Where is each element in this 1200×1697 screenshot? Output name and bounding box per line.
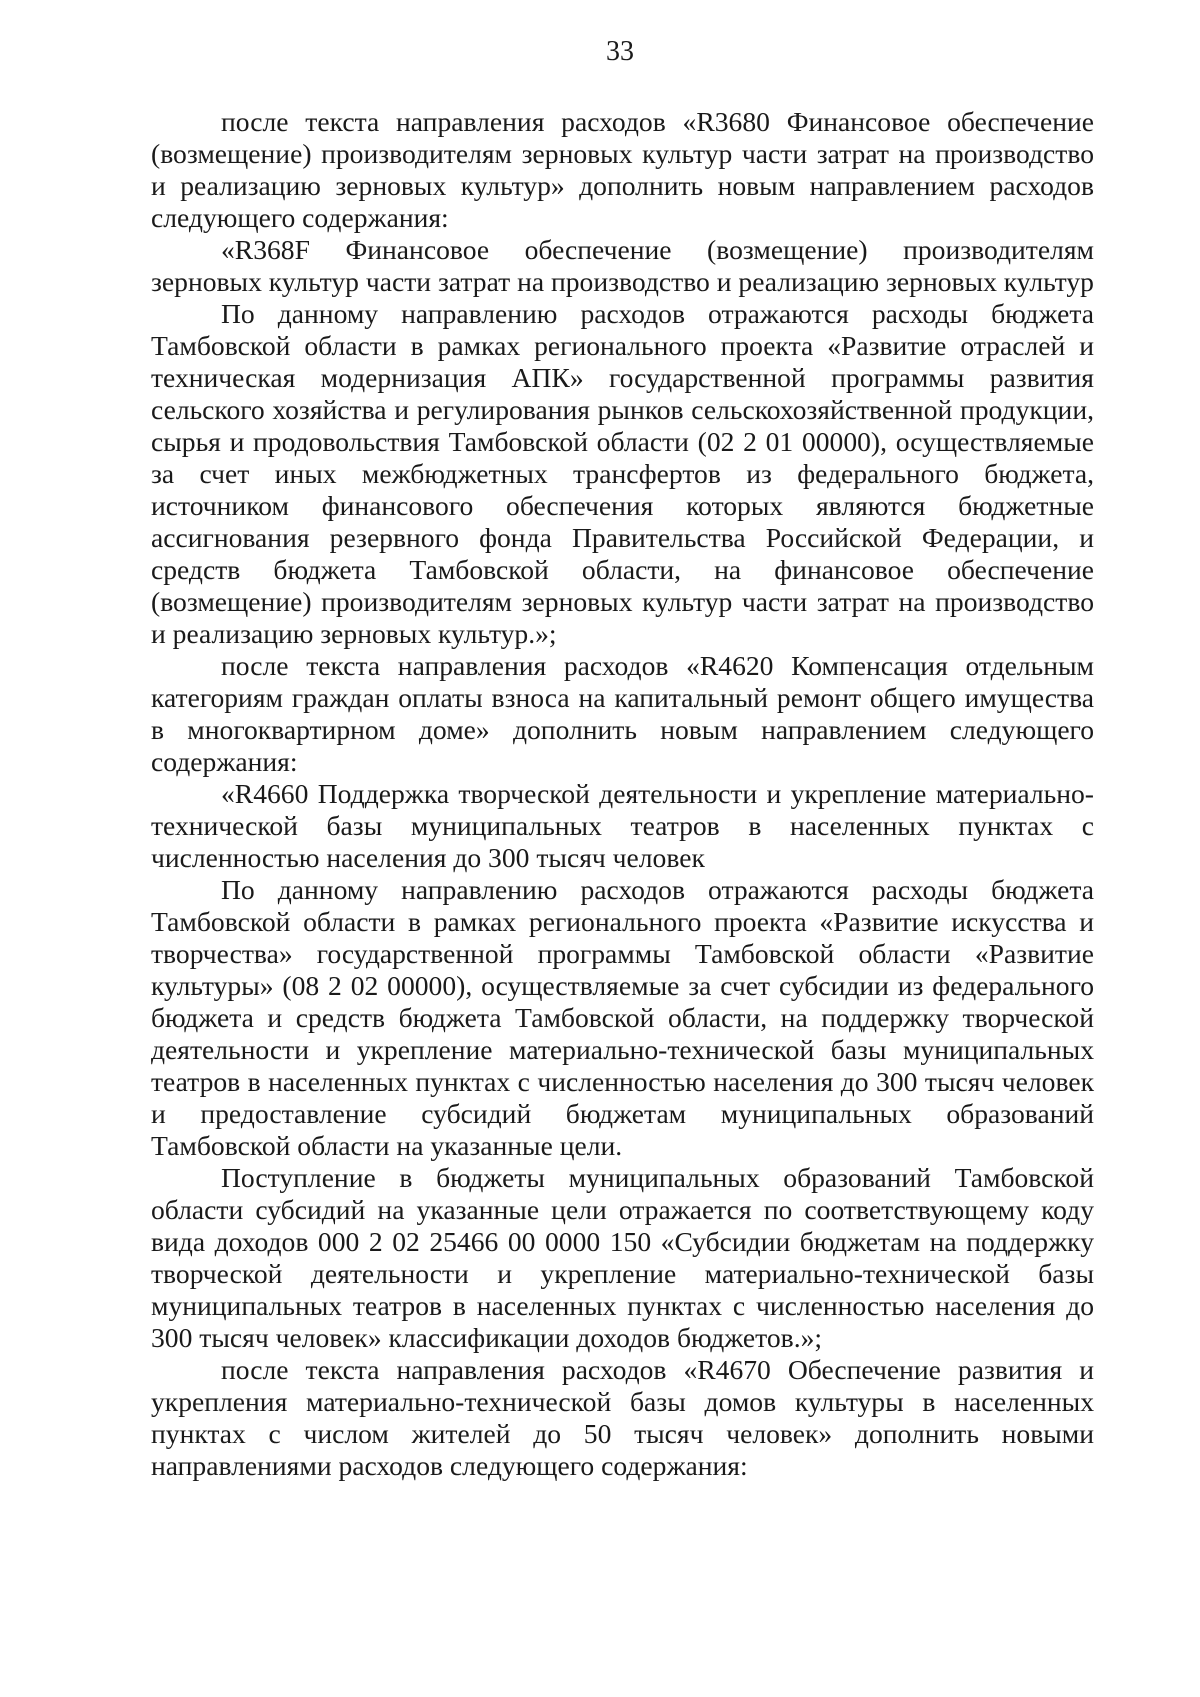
paragraph-r368f-title: «R368F Финансовое обеспечение (возмещение) производителям зерновых культур части затрат на производство и реализацию зерновых культур: [151, 234, 1094, 297]
page-number: 33: [606, 36, 634, 67]
paragraph-r4620-amendment: после текста направления расходов «R4620 Компенсация отдельным категориям граждан оплаты взноса на капитальный ремонт общего имущества в многоквартирном доме» дополнить новым направлением следующего содержания:: [151, 650, 1094, 777]
paragraph-r3680-amendment: после текста направления расходов «R3680 Финансовое обеспечение (возмещение) производителям зерновых культур части затрат на производство и реализацию зерновых культур» дополнить новым направлением расходов следующего содержания:: [151, 106, 1094, 233]
paragraph-r4660-income: Поступление в бюджеты муниципальных образований Тамбовской области субсидий на указанные цели отражается по соответствующему коду вида доходов 000 2 02 25466 00 0000 150 «Субсидии бюджетам на поддержку творческой деятельности и укрепление материально-технической базы муниципальных театров в населенных пунктах с численностью населения до 300 тысяч человек» классификации доходов бюджетов.»;: [151, 1162, 1094, 1353]
paragraph-r4660-title: «R4660 Поддержка творческой деятельности и укрепление материально-технической базы муниципальных театров в населенных пунктах с численностью населения до 300 тысяч человек: [151, 778, 1094, 873]
paragraph-r368f-description: По данному направлению расходов отражаются расходы бюджета Тамбовской области в рамках регионального проекта «Развитие отраслей и техническая модернизация АПК» государственной программы развития сельского хозяйства и регулирования рынков сельскохозяйственной продукции, сырья и продовольствия Тамбовской области (02 2 01 00000), осуществляемые за счет иных межбюджетных трансфертов из федерального бюджета, источником финансового обеспечения которых являются бюджетные ассигнования резервного фонда Правительства Российской Федерации, и средств бюджета Тамбовской области, на финансовое обеспечение (возмещение) производителям зерновых культур части затрат на производство и реализацию зерновых культур.»;: [151, 298, 1094, 649]
document-body: [151, 106, 1094, 1482]
paragraph-r4670-amendment: после текста направления расходов «R4670 Обеспечение развития и укрепления материально-технической базы домов культуры в населенных пунктах с числом жителей до 50 тысяч человек» дополнить новыми направлениями расходов следующего содержания:: [151, 1354, 1094, 1481]
paragraph-r4660-description: По данному направлению расходов отражаются расходы бюджета Тамбовской области в рамках регионального проекта «Развитие искусства и творчества» государственной программы Тамбовской области «Развитие культуры» (08 2 02 00000), осуществляемые за счет субсидии из федерального бюджета и средств бюджета Тамбовской области, на поддержку творческой деятельности и укрепление материально-технической базы муниципальных театров в населенных пунктах с численностью населения до 300 тысяч человек и предоставление субсидий бюджетам муниципальных образований Тамбовской области на указанные цели.: [151, 874, 1094, 1161]
